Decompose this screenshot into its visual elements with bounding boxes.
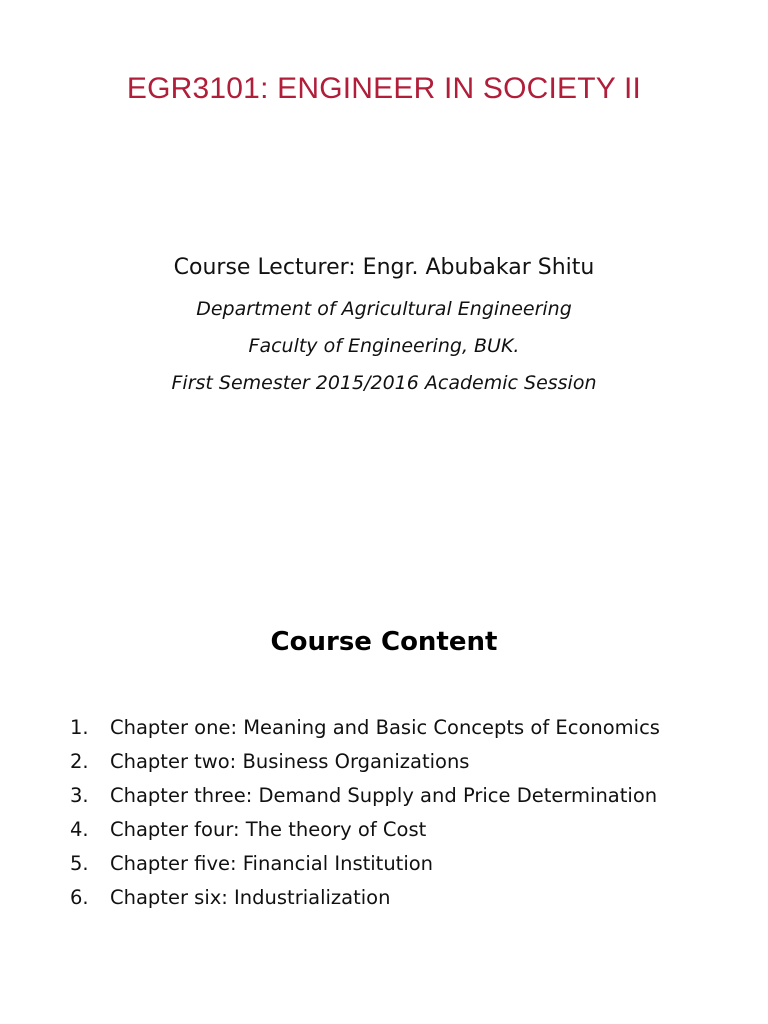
course-content-heading: Course Content	[270, 627, 498, 657]
faculty: Faculty of Engineering, BUK.	[248, 335, 520, 357]
item-text: Chapter five: Financial Institution	[110, 852, 434, 875]
item-number: 6.	[70, 886, 89, 909]
chapter-list	[70, 714, 710, 918]
course-content-slide	[0, 512, 768, 1024]
list-item	[70, 748, 710, 775]
list-item	[70, 850, 710, 877]
item-text: Chapter six: Industrialization	[110, 886, 391, 909]
course-title: EGR3101: ENGINEER IN SOCIETY II	[126, 72, 642, 105]
item-number: 4.	[70, 818, 89, 841]
item-number: 5.	[70, 852, 89, 875]
list-item	[70, 816, 710, 843]
item-number: 3.	[70, 784, 89, 807]
item-text: Chapter two: Business Organizations	[110, 750, 470, 773]
list-item	[70, 714, 710, 741]
item-number: 2.	[70, 750, 89, 773]
department: Department of Agricultural Engineering	[196, 298, 572, 320]
item-text: Chapter one: Meaning and Basic Concepts of Economics	[110, 716, 660, 739]
list-item	[70, 884, 710, 911]
item-number: 1.	[70, 716, 89, 739]
item-text: Chapter four: The theory of Cost	[110, 818, 427, 841]
item-text: Chapter three: Demand Supply and Price Determination	[110, 784, 658, 807]
list-item	[70, 782, 710, 809]
semester: First Semester 2015/2016 Academic Session	[171, 372, 597, 394]
course-lecturer: Course Lecturer: Engr. Abubakar Shitu	[173, 255, 595, 280]
